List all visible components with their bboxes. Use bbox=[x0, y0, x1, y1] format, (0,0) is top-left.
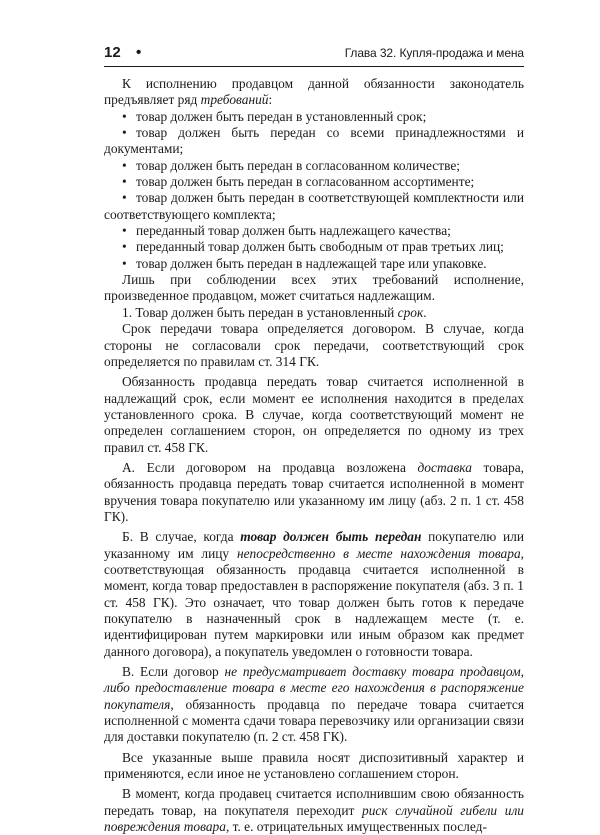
paragraph-rule-v: В. Если договор не предусматривает доставку товара продавцом, либо предоставление товара в месте его нахождения в распоряжение покупателя, обязанность продавца по передаче товара считается исполненной с момента сдачи товара перевозчику или организации связи для доставки покупателю (п. 2 ст. 458 ГК). bbox=[104, 664, 524, 745]
paragraph-dispositive: Все указанные выше правила носят диспозитивный характер и применяются, если иное не установлено соглашением сторон. bbox=[104, 749, 524, 782]
paragraph-rule-a: А. Если договором на продавца возложена доставка товара, обязанность продавца передать товар считается исполненной в момент вручения товара покупателю или указанному им лицу (абз. 2 п. 1 ст. 458 ГК). bbox=[104, 459, 524, 524]
section-heading: 1. Товар должен быть передан в установленный срок. bbox=[122, 304, 427, 320]
paragraph-risk: В момент, когда продавец считается исполнившим свою обязанность передать товар, на покупателя переходит риск случайной гибели или повреждения товара, т. е. отрицательных имущественных послед- bbox=[104, 786, 524, 835]
bullet-dot: • bbox=[122, 157, 127, 173]
list-item: • товар должен быть передан в установленный срок; bbox=[122, 108, 427, 124]
bullet-dot: • bbox=[122, 125, 127, 141]
page-body bbox=[104, 76, 524, 835]
bullet-dot: • bbox=[122, 174, 127, 190]
list-item: • товар должен быть передан в согласованном количестве; bbox=[122, 157, 460, 173]
emphasis: риск случайной гибели или повреждения товара bbox=[104, 802, 524, 835]
bullet-dot: • bbox=[122, 255, 127, 271]
running-head: Глава 32. Купля-продажа и мена bbox=[344, 46, 524, 60]
emphasis: непосредственно в месте нахождения товара bbox=[236, 545, 521, 561]
emphasis: срок bbox=[397, 304, 424, 320]
emphasis: не предусматривает доставку товара продавцом, либо предоставление товара в месте его нахождения в распоряжение покупателя bbox=[104, 664, 524, 712]
emphasis: товар должен быть передан bbox=[240, 529, 422, 545]
list-item: • товар должен быть передан в надлежащей таре или упаковке. bbox=[122, 255, 487, 271]
paragraph-term: Срок передачи товара определяется договором. В случае, когда стороны не согласовали срок передачи, соответствующий срок определяется по правилам ст. 314 ГК. bbox=[104, 321, 524, 369]
emphasis: требований bbox=[200, 92, 269, 108]
bullet-dot: • bbox=[122, 108, 127, 124]
bullet-dot: • bbox=[122, 239, 127, 255]
bullet-dot: • bbox=[122, 223, 127, 239]
list-item: • переданный товар должен быть свободным от прав третьих лиц; bbox=[122, 239, 504, 255]
bullet-dot: • bbox=[122, 190, 127, 206]
page-header bbox=[104, 43, 524, 65]
paragraph-rule-b: Б. В случае, когда товар должен быть передан покупателю или указанному им лицу непосредственно в месте нахождения товара, соответствующая обязанность продавца считается исполненной в момент, когда товар предоставлен в распоряжение покупателя (абз. 3 п. 1 ст. 458 ГК). Это означает, что товар должен быть готов к передаче покупателю в назначенный срок в надлежащем месте (т. е. идентифицирован путем маркировки или иным образом как предмет данного договора), а покупатель уведомлен о готовности товара. bbox=[104, 529, 524, 659]
page-number: 12 bbox=[104, 44, 121, 61]
paragraph-duty: Обязанность продавца передать товар считается исполненной в надлежащий срок, если момент ее исполнения находится в пределах установленного срока. В случае, когда соответствующий момент не определен соглашением сторон, он определяется по одному из трех правил ст. 458 ГК. bbox=[104, 374, 524, 455]
paragraph-conclusion: Лишь при соблюдении всех этих требований исполнение, произведенное продавцом, может считаться надлежащим. bbox=[104, 272, 524, 304]
list-item: • товар должен быть передан в соответствующей комплектности или соответствующего комплекта; bbox=[104, 190, 524, 222]
list-item: • товар должен быть передан со всеми принадлежностями и документами; bbox=[104, 125, 524, 157]
list-item: • товар должен быть передан в согласованном ассортименте; bbox=[122, 174, 475, 190]
emphasis: доставка bbox=[417, 459, 472, 475]
paragraph-intro: К исполнению продавцом данной обязанности законодатель предъявляет ряд требований: bbox=[104, 76, 524, 108]
list-item: • переданный товар должен быть надлежащего качества; bbox=[122, 223, 451, 239]
header-bullet: • bbox=[136, 44, 142, 61]
header-rule bbox=[104, 66, 524, 67]
